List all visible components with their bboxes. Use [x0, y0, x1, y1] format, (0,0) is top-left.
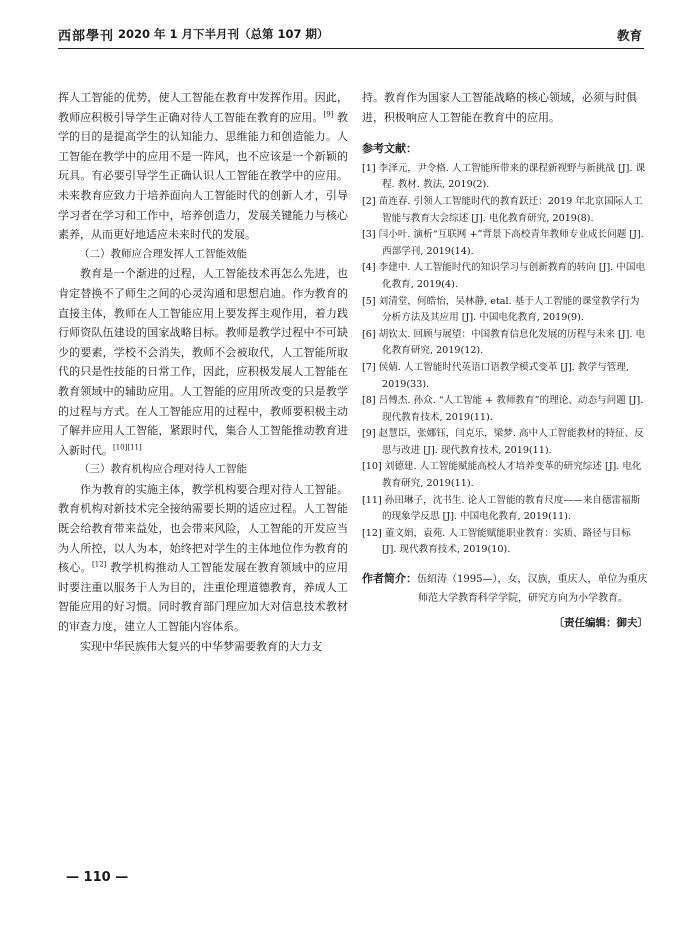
reference-item: [9] 赵慧臣，张娜钰，闫克乐，梁梦. 高中人工智能教材的特征、反思与改进 [J]. 现代教育技术, 2019(11). — [362, 428, 644, 456]
reference-item: [12] 董文娟，袁苑. 人工智能赋能职业教育：实质、路径与目标 [J]. 现代教育技术, 2019(10). — [362, 527, 631, 556]
issue-info: 2020 年 1 月下半月刊（总第 107 期） — [118, 27, 329, 41]
paragraph: 持。教育作为国家人工智能战略的核心领域，必须与时俱进，积极响应人工智能在教育中的应用。 — [362, 91, 637, 124]
citation: [9] — [323, 109, 334, 118]
citation: [10][11] — [113, 443, 142, 452]
reference-item: [10] 刘德建. 人工智能赋能高校人才培养变革的研究综述 [J]. 电化教育研究, 2019(11). — [362, 461, 642, 490]
reference-item: [2] 苗连春. 引领人工智能时代的教育跃迁：2019 年北京国际人工智能与教育大会综述 [J]. 电化教育研究, 2019(8). — [362, 195, 643, 224]
reference-item: [7] 侯婧. 人工智能时代英语口语教学模式变革 [J]. 教学与管理, 2019(33). — [362, 361, 629, 390]
reference-item: [8] 吕傅杰. 孙众. “人工智能 + 教师教育”的理论、动态与问题 [J]. 现代教育技术, 2019(11). — [362, 395, 644, 423]
author-bio — [362, 569, 648, 608]
editor-credit: 〔责任编辑：御夫〕 — [553, 617, 648, 630]
reference-item: [4] 李建中. 人工智能时代的知识学习与创新教育的转向 [J]. 中国电化教育, 2019(4). — [362, 262, 646, 290]
section-heading: （二）教师应合理发挥人工智能效能 — [79, 247, 247, 260]
author-text: 伍绍涛（1995—），女，汉族，重庆人，单位为重庆师范大学教育科学学院，研究方向为小学教育。 — [417, 574, 648, 605]
paragraph: 挥人工智能的优势，使人工智能在教育中发挥作用。因此，教师应积极引导学生正确对待人工智能在教育的应用。[9] 教学的目的是提高学生的认知能力、思维能力和创造能力。人工智能在教学中的应用不是一阵风，也不应该是一个新颖的玩具。有必要引导学生正确认识人工智能在教学中的应用。未来教育应致力于培养面向人工智能时代的创新人才，引导学习者在学习和工作中，培养创造力，发展关键能力与核心素养，从而更好地适应未来时代的发展。 — [58, 91, 348, 242]
reference-item: [3] 闫小叶. 演析“互联网 +”背景下高校青年教师专业成长问题 [J]. 西部学刊, 2019(14). — [362, 229, 644, 257]
author-label: 作者简介： — [362, 572, 417, 586]
journal-logo: 西部學刊 — [58, 29, 115, 44]
reference-item: [6] 胡钦太. 回顾与展望：中国教育信息化发展的历程与未来 [J]. 电化教育研究, 2019(12). — [362, 328, 646, 357]
right-column — [362, 88, 648, 634]
references-title: 参考文献： — [362, 142, 417, 156]
section-title: 教育 — [616, 28, 642, 43]
reference-item: [11] 孙田琳子，沈书生. 论人工智能的教育尺度——来自德雷福斯的现象学反思 [J]. 中国电化教育, 2019(11). — [362, 494, 641, 523]
page-header — [58, 22, 644, 49]
paragraph: 教育是一个渐进的过程，人工智能技术再怎么先进，也肯定替换不了师生之间的心灵沟通和思想启迪。作为教育的直接主体，教师在人工智能应用上要发挥主观作用，着力践行师资队伍建设的国家战略目标。教师是教学过程中不可缺少的要素，学校不会消失，教师不会被取代，人工智能所取代的只是性技能的日常工作，因此，应积极发展人工智能在教育领域中的辅助应用。人工智能的应用所改变的只是教学的过程与方式。在人工智能应用的过程中，教师要积极主动了解并应用人工智能，紧跟时代，集合人工智能推动教育进入新时代。[10][11] — [58, 267, 348, 457]
paragraph: 实现中华民族伟大复兴的中华梦需要教育的大力支 — [80, 639, 322, 653]
reference-list — [362, 161, 648, 559]
reference-item: [1] 李泽元，尹令格. 人工智能所带来的课程新视野与新挑战 [J]. 课程. 教材. 教法, 2019(2). — [362, 162, 646, 191]
paragraph: 作为教育的实施主体，教学机构要合理对待人工智能。教育机构对新技术完全接纳需要长期的适应过程。人工智能既会给教育带来益处，也会带来风险，人工智能的开发应当为人所控，以人为本，始终把对学生的主体地位作为教育的核心。[12] 教学机构推动人工智能发展在教育领域中的应用时要注重以服务于人为目的，注重伦理道德教育，养成人工智能应用的好习惯。同时教育部门理应加大对信息技术教材的审查力度，建立人工智能内容体系。 — [58, 482, 348, 634]
left-column — [58, 88, 348, 656]
page-number: — 110 — — [66, 870, 129, 885]
reference-item: [5] 刘清堂，何皓怡，吴林静, etal. 基于人工智能的课堂教学行为分析方法及其应用 [J]. 中国电化教育, 2019(9). — [362, 295, 640, 324]
citation: [12] — [92, 560, 107, 569]
section-heading: （三）教育机构应合理对待人工智能 — [79, 463, 247, 476]
